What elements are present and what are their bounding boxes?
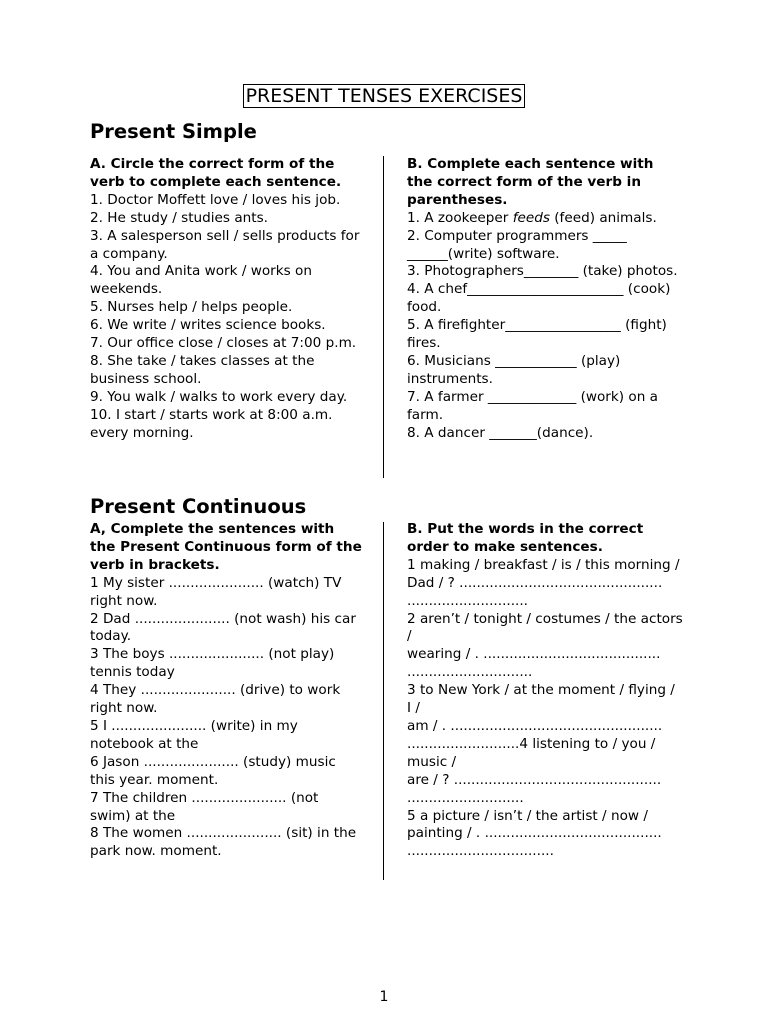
column-divider (383, 156, 384, 478)
example-answer: feeds (512, 209, 550, 226)
continuous-a-instructions: A, Complete the sentences with the Present Continuous form of the verb in brackets. (90, 521, 362, 573)
exercise-item: 8. She take / takes classes at the business school. (90, 352, 315, 387)
exercise-item: 1. Doctor Moffett love / loves his job. (90, 191, 341, 208)
exercise-item: 7. A farmer _____________ (work) on a farm. (407, 388, 658, 423)
exercise-item: 5. Nurses help / helps people. (90, 299, 293, 316)
example-item (407, 210, 683, 228)
exercise-item: wearing / . ......................................... (407, 646, 661, 663)
exercise-item: 5 I ...................... (write) in my notebook at the (90, 717, 298, 752)
example-after: (feed) animals. (549, 209, 657, 226)
title-container (0, 84, 768, 108)
example-before: 1. A zookeeper (407, 209, 513, 226)
exercise-item: 3 The boys ...................... (not play) tennis today (90, 646, 335, 681)
simple-b-instructions: B. Complete each sentence with the correct form of the verb in parentheses. (407, 156, 654, 208)
exercise-item: 4 They ...................... (drive) to work right now. (90, 682, 341, 717)
exercise-item: am / . ................................................. (407, 717, 663, 734)
simple-exercise-b (407, 156, 683, 443)
exercise-item: 6. Musicians ____________ (play) instruments. (407, 352, 621, 387)
exercise-item: 1 making / breakfast / is / this morning / (407, 556, 680, 573)
exercise-item: 3 to New York / at the moment / flying / I / (407, 682, 675, 717)
exercise-item: 7 The children ...................... (not swim) at the (90, 789, 319, 824)
exercise-item: ............................ (407, 592, 528, 609)
continuous-exercise-b (407, 521, 683, 861)
exercise-item: 10. I start / starts work at 8:00 a.m. every morning. (90, 406, 333, 441)
exercise-item: ........................... (407, 789, 524, 806)
simple-a-instructions: A. Circle the correct form of the verb to complete each sentence. (90, 156, 342, 190)
exercise-item: 2 Dad ...................... (not wash) his car today. (90, 610, 356, 645)
exercise-item: Dad / ? ............................................... (407, 574, 663, 591)
exercise-item: 3. A salesperson sell / sells products for a company. (90, 227, 360, 262)
page-number: 1 (379, 989, 389, 1005)
exercise-item: 9. You walk / walks to work every day. (90, 388, 348, 405)
exercise-item: 5 a picture / isn’t / the artist / now / painting / . ......................................... (407, 807, 662, 842)
exercise-item: 8. A dancer _______(dance). (407, 424, 594, 441)
exercise-item: ............................. (407, 664, 533, 681)
page-title: PRESENT TENSES EXERCISES (243, 84, 526, 108)
continuous-b-instructions: B. Put the words in the correct order to make sentences. (407, 521, 644, 555)
exercise-item: .................................. (407, 843, 554, 860)
exercise-item: 2. He study / studies ants. (90, 209, 268, 226)
exercise-item: ..........................4 listening to / you / music / (407, 735, 656, 770)
exercise-item: 6 Jason ...................... (study) music this year. moment. (90, 753, 336, 788)
exercise-item: 4. You and Anita work / works on weekends. (90, 263, 312, 298)
exercise-item: are / ? ................................................ (407, 771, 662, 788)
exercise-item: 4. A chef_______________________ (cook) food. (407, 281, 671, 316)
exercise-item: 6. We write / writes science books. (90, 317, 326, 334)
continuous-exercise-a (90, 521, 362, 861)
exercise-item: 2 aren’t / tonight / costumes / the actors / (407, 610, 683, 645)
exercise-item: 3. Photographers________ (take) photos. (407, 263, 678, 280)
column-divider (383, 522, 384, 880)
exercise-item: 5. A firefighter_________________ (fight) fires. (407, 317, 667, 352)
exercise-item: 1 My sister ...................... (watch) TV right now. (90, 574, 342, 609)
exercise-item: 2. Computer programmers _____ ______(write) software. (407, 227, 627, 262)
exercise-item: 7. Our office close / closes at 7:00 p.m. (90, 335, 357, 352)
simple-exercise-a (90, 156, 362, 443)
present-continuous-heading: Present Continuous (90, 495, 307, 518)
exercise-item: 8 The women ...................... (sit) in the park now. moment. (90, 825, 357, 860)
present-simple-heading: Present Simple (90, 120, 257, 143)
